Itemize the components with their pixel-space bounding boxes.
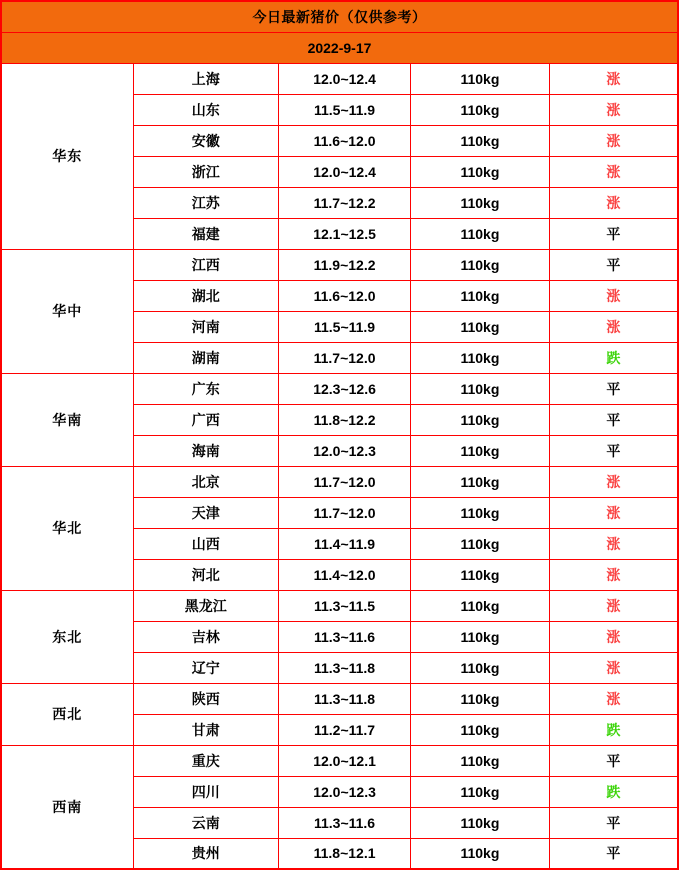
province-cell: 福建	[133, 218, 279, 249]
trend-cell: 平	[549, 218, 678, 249]
price-cell: 11.4~12.0	[279, 559, 411, 590]
region-cell: 西南	[1, 745, 133, 869]
trend-cell: 平	[549, 373, 678, 404]
trend-cell: 涨	[549, 683, 678, 714]
trend-cell: 涨	[549, 187, 678, 218]
title-row	[1, 1, 678, 32]
province-cell: 云南	[133, 807, 279, 838]
province-cell: 安徽	[133, 125, 279, 156]
weight-cell: 110kg	[411, 280, 550, 311]
weight-cell: 110kg	[411, 621, 550, 652]
trend-cell: 涨	[549, 125, 678, 156]
price-cell: 11.6~12.0	[279, 125, 411, 156]
weight-cell: 110kg	[411, 404, 550, 435]
province-cell: 贵州	[133, 838, 279, 869]
province-cell: 广东	[133, 373, 279, 404]
province-cell: 黑龙江	[133, 590, 279, 621]
trend-cell: 涨	[549, 621, 678, 652]
trend-cell: 平	[549, 745, 678, 776]
weight-cell: 110kg	[411, 311, 550, 342]
price-cell: 11.3~11.6	[279, 807, 411, 838]
price-cell: 11.3~11.6	[279, 621, 411, 652]
price-cell: 12.0~12.4	[279, 156, 411, 187]
weight-cell: 110kg	[411, 435, 550, 466]
weight-cell: 110kg	[411, 497, 550, 528]
weight-cell: 110kg	[411, 373, 550, 404]
weight-cell: 110kg	[411, 683, 550, 714]
weight-cell: 110kg	[411, 807, 550, 838]
weight-cell: 110kg	[411, 342, 550, 373]
province-cell: 陕西	[133, 683, 279, 714]
price-cell: 11.3~11.8	[279, 652, 411, 683]
trend-cell: 跌	[549, 776, 678, 807]
price-cell: 11.5~11.9	[279, 311, 411, 342]
province-cell: 吉林	[133, 621, 279, 652]
province-cell: 山西	[133, 528, 279, 559]
province-cell: 山东	[133, 94, 279, 125]
table-row	[1, 63, 678, 94]
table-row	[1, 249, 678, 280]
province-cell: 河南	[133, 311, 279, 342]
price-cell: 11.9~12.2	[279, 249, 411, 280]
price-cell: 12.0~12.3	[279, 435, 411, 466]
price-cell: 11.6~12.0	[279, 280, 411, 311]
trend-cell: 涨	[549, 63, 678, 94]
table-row	[1, 683, 678, 714]
price-cell: 11.7~12.0	[279, 342, 411, 373]
weight-cell: 110kg	[411, 466, 550, 497]
province-cell: 江西	[133, 249, 279, 280]
province-cell: 河北	[133, 559, 279, 590]
weight-cell: 110kg	[411, 63, 550, 94]
weight-cell: 110kg	[411, 218, 550, 249]
price-cell: 11.7~12.0	[279, 497, 411, 528]
weight-cell: 110kg	[411, 745, 550, 776]
province-cell: 北京	[133, 466, 279, 497]
weight-cell: 110kg	[411, 714, 550, 745]
trend-cell: 涨	[549, 497, 678, 528]
weight-cell: 110kg	[411, 838, 550, 869]
region-cell: 东北	[1, 590, 133, 683]
price-cell: 11.8~12.2	[279, 404, 411, 435]
price-cell: 11.7~12.2	[279, 187, 411, 218]
weight-cell: 110kg	[411, 590, 550, 621]
date-label: 2022-9-17	[1, 32, 678, 63]
trend-cell: 涨	[549, 590, 678, 621]
trend-cell: 平	[549, 249, 678, 280]
price-table-body	[1, 1, 678, 869]
price-cell: 11.8~12.1	[279, 838, 411, 869]
weight-cell: 110kg	[411, 125, 550, 156]
weight-cell: 110kg	[411, 94, 550, 125]
trend-cell: 平	[549, 404, 678, 435]
price-cell: 11.4~11.9	[279, 528, 411, 559]
province-cell: 广西	[133, 404, 279, 435]
trend-cell: 涨	[549, 156, 678, 187]
price-cell: 12.0~12.1	[279, 745, 411, 776]
province-cell: 江苏	[133, 187, 279, 218]
weight-cell: 110kg	[411, 652, 550, 683]
region-cell: 华东	[1, 63, 133, 249]
table-row	[1, 590, 678, 621]
price-cell: 11.5~11.9	[279, 94, 411, 125]
table-row	[1, 466, 678, 497]
province-cell: 海南	[133, 435, 279, 466]
province-cell: 甘肃	[133, 714, 279, 745]
table-row	[1, 373, 678, 404]
page-title: 今日最新猪价（仅供参考）	[1, 1, 678, 32]
weight-cell: 110kg	[411, 776, 550, 807]
price-cell: 12.1~12.5	[279, 218, 411, 249]
province-cell: 天津	[133, 497, 279, 528]
province-cell: 重庆	[133, 745, 279, 776]
trend-cell: 平	[549, 807, 678, 838]
province-cell: 上海	[133, 63, 279, 94]
trend-cell: 平	[549, 435, 678, 466]
region-cell: 西北	[1, 683, 133, 745]
price-cell: 11.2~11.7	[279, 714, 411, 745]
region-cell: 华北	[1, 466, 133, 590]
province-cell: 辽宁	[133, 652, 279, 683]
price-cell: 12.3~12.6	[279, 373, 411, 404]
date-row	[1, 32, 678, 63]
region-cell: 华中	[1, 249, 133, 373]
trend-cell: 涨	[549, 559, 678, 590]
weight-cell: 110kg	[411, 249, 550, 280]
region-cell: 华南	[1, 373, 133, 466]
price-cell: 11.7~12.0	[279, 466, 411, 497]
price-cell: 12.0~12.4	[279, 63, 411, 94]
trend-cell: 涨	[549, 466, 678, 497]
weight-cell: 110kg	[411, 187, 550, 218]
weight-cell: 110kg	[411, 528, 550, 559]
province-cell: 四川	[133, 776, 279, 807]
trend-cell: 跌	[549, 342, 678, 373]
table-row	[1, 745, 678, 776]
price-cell: 12.0~12.3	[279, 776, 411, 807]
price-cell: 11.3~11.5	[279, 590, 411, 621]
weight-cell: 110kg	[411, 156, 550, 187]
trend-cell: 涨	[549, 528, 678, 559]
trend-cell: 涨	[549, 311, 678, 342]
weight-cell: 110kg	[411, 559, 550, 590]
trend-cell: 跌	[549, 714, 678, 745]
trend-cell: 平	[549, 838, 678, 869]
province-cell: 浙江	[133, 156, 279, 187]
trend-cell: 涨	[549, 94, 678, 125]
trend-cell: 涨	[549, 652, 678, 683]
price-cell: 11.3~11.8	[279, 683, 411, 714]
trend-cell: 涨	[549, 280, 678, 311]
province-cell: 湖南	[133, 342, 279, 373]
province-cell: 湖北	[133, 280, 279, 311]
